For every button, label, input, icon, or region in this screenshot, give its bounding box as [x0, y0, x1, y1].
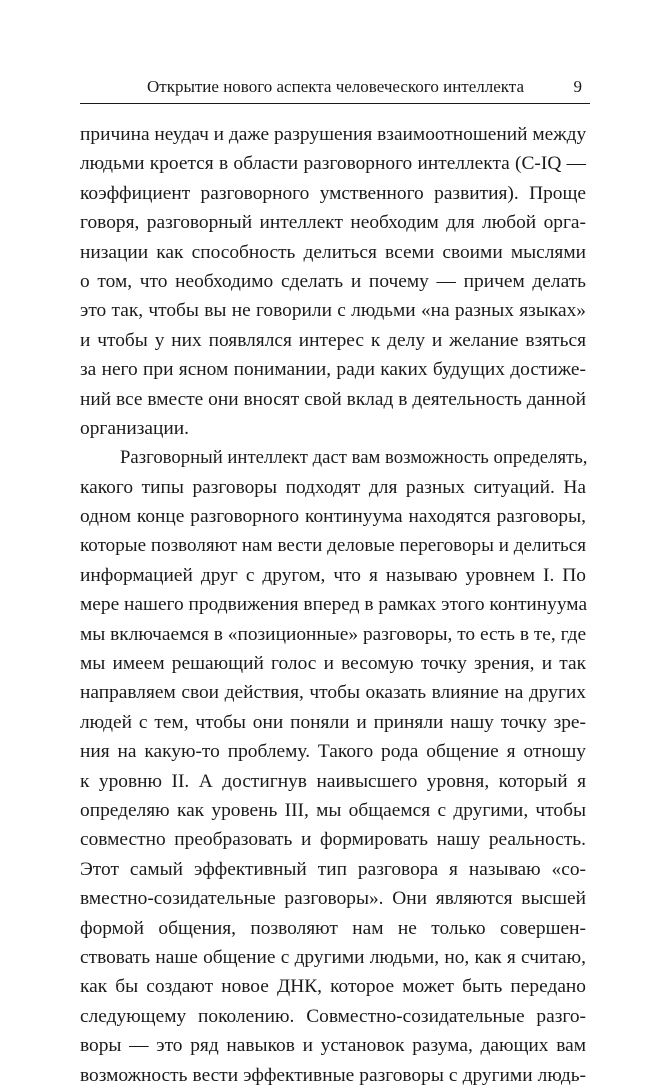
- text-line: Разговорный интеллект даст вам возможность определять,: [120, 447, 588, 469]
- text-line: совместно преобразовать и формировать нашу реальность.: [80, 829, 586, 851]
- text-line: ствовать наше общение с другими людьми, но, как я считаю,: [80, 946, 586, 968]
- text-line: какого типы разговоры подходят для разных ситуаций. На: [80, 476, 586, 498]
- text-line: к уровню II. А достигнув наивысшего уровня, который я: [80, 770, 586, 792]
- running-title: Открытие нового аспекта человеческого интеллекта: [146, 77, 524, 96]
- text-line: направляем свои действия, чтобы оказать влияние на других: [80, 682, 586, 704]
- text-line: воры — это ряд навыков и установок разума, дающих вам: [80, 1035, 586, 1057]
- text-line: о том, что необходимо сделать и почему — причем делать: [80, 270, 586, 292]
- text-line: мы включаемся в «позиционные» разговоры, то есть в те, где: [80, 623, 587, 645]
- text-line: информацией друг с другом, что я называю уровнем I. По: [80, 564, 586, 586]
- text-line: вместно-созидательные разговоры». Они являются высшей: [80, 888, 586, 910]
- page-number: 9: [573, 77, 582, 96]
- text-line: низации как способность делиться всеми своими мыслями: [80, 241, 586, 263]
- text-line: мере нашего продвижения вперед в рамках этого континуума: [80, 594, 588, 616]
- text-line: Этот самый эффективный тип разговора я называю «со-: [80, 858, 586, 880]
- body-text: [80, 120, 586, 1090]
- text-line: организации.: [80, 417, 189, 439]
- text-line: людей с тем, чтобы они поняли и приняли нашу точку зре-: [80, 711, 586, 733]
- text-line: одном конце разговорного континуума находятся разговоры,: [80, 506, 586, 528]
- text-line: и чтобы у них появлялся интерес к делу и желание взяться: [80, 329, 586, 351]
- text-line: формой общения, позволяют нам не только совершен-: [80, 917, 586, 939]
- text-line: это так, чтобы вы не говорили с людьми «на разных языках»: [80, 300, 586, 322]
- paragraph-2: [80, 443, 586, 1090]
- text-line: людьми кроется в области разговорного интеллекта (C-IQ —: [80, 153, 586, 175]
- text-line: мы имеем решающий голос и весомую точку зрения, и так: [80, 653, 586, 675]
- text-line: которые позволяют нам вести деловые переговоры и делиться: [80, 535, 586, 557]
- text-line: следующему поколению. Совместно-созидательные разго-: [80, 1005, 586, 1027]
- running-head: [80, 74, 590, 100]
- text-line: определяю как уровень III, мы общаемся с другими, чтобы: [80, 799, 586, 821]
- paragraph-1: [80, 120, 586, 443]
- text-line: ния на какую-то проблему. Такого рода общение я отношу: [80, 741, 586, 763]
- text-line: коэффициент разговорного умственного развития). Проще: [80, 182, 586, 204]
- text-line: причина неудач и даже разрушения взаимоотношений между: [80, 124, 587, 145]
- text-line: говоря, разговорный интеллект необходим для любой орга-: [80, 212, 586, 234]
- header-rule: [80, 103, 590, 104]
- text-line: как бы создают новое ДНК, которое может быть передано: [80, 976, 586, 998]
- text-line: возможность вести эффективные разговоры с другими людь-: [80, 1064, 586, 1086]
- text-line: ний все вместе они вносят свой вклад в деятельность данной: [80, 388, 586, 410]
- text-line: за него при ясном понимании, ради каких будущих достиже-: [80, 359, 586, 381]
